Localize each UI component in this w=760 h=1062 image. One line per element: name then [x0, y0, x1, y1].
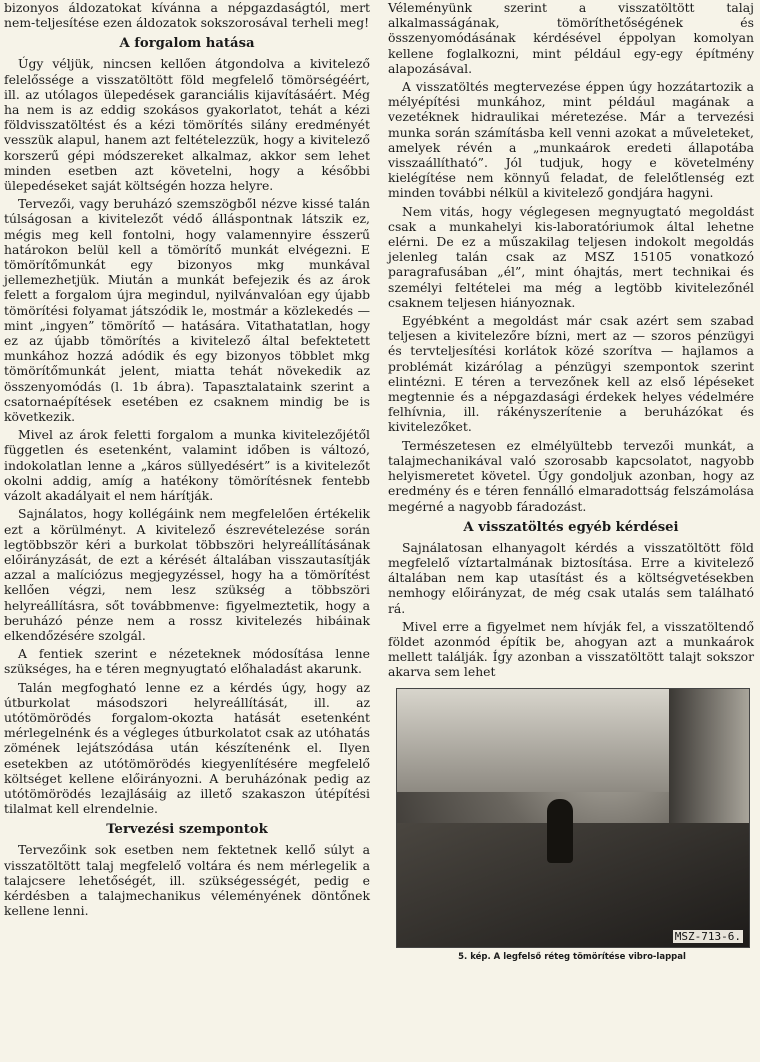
photo-trench: [397, 823, 749, 947]
paragraph: Talán megfogható lenne ez a kérdés úgy, hogy az útburkolat másodszori helyreállítását, ill. az utótömörödés forgalom-okozta hatását esetenként mérlegelnénk és a végleges útburkolatot csak az utóhatás zömének lejátszódása után készítenénk el. Ilyen esetekben az utótömörödés kiegyenlítésére megfelelő költséget kellene előirányozni. A beruházónak pedig az utótömörödés lezajlásáig az illető szakaszon útépítési tilalmat kell elrendelnie.: [4, 679, 370, 817]
paragraph: Sajnálatosan elhanyagolt kérdés a visszatöltött föld megfelelő víztartalmának biztosítása. Erre a kivitelező általában nem kap utasítást és a költségvetésekben nemhogy előirányzat, de még csak utalás sem található rá.: [388, 539, 754, 616]
paragraph: Sajnálatos, hogy kollégáink nem megfelelően értékelik ezt a körülményt. A kivitelező észrevételezése során legtöbbször kéri a burkolat többszöri helyreállításának előirányzását, de ezt a kérését általában visszautasítják azzal a malíciózus megjegyzéssel, hogy ha a tömörítést kellően végzi, nem lesz szükség a többszöri helyreállításra, sőt továbbmenve: figyelmeztetik, hogy a beruházó pénze nem a rossz kivitelezés hibáinak elkendőzésére szolgál.: [4, 506, 370, 643]
paragraph: Véleményünk szerint a visszatöltött talaj alkalmasságának, tömöríthetőségének és összenyomódásának kérdésével éppolyan komolyan kellene foglalkozni, mint például egy-egy építmény alapozásával.: [388, 0, 754, 76]
photo-stamp: MSZ-713-6.: [674, 929, 741, 943]
paragraph: Tervezői, vagy beruházó szemszögből nézve kissé talán túlságosan a kivitelezőt védő álláspontnak látszik ez, mégis meg kell fontolni, hogy valamennyire ésszerű határokon belül kell a tömörítő munkát elvégezni. E tömörítőmunkát egy bizonyos mkg munkával jellemezhetjük. Miután a munkát befejezik és az árok felett a forgalom újra megindul, nyilvánvalóan egy újabb tömörítési folyamat játszódik le, mostmár a közlekedés — mint „ingyen” tömörítő — hatására. Vitathatatlan, hogy ez az újabb tömörítés a kivitelező által befektetett munkához hozzá adódik és egy bizonyos többlet mkg tömörítőmunkát jelent, miatta tehát növekedik az összenyomódás (l. 1b ábra). Tapasztalataink szerint a csatornaépítések esetében ez csaknem mindig be is következik.: [4, 196, 370, 425]
paragraph: Nem vitás, hogy véglegesen megnyugtató megoldást csak a munkahelyi kis-laboratóriumok által lehetne elérni. De ez a műszakilag teljesen indokolt megoldás jelenleg talán csak az MSZ 15105 vonatkozó paragrafusában „él”, mint óhajtás, mert technikai és személyi feltételei ma még a legtöbb kivitelezőnél csaknem teljesen hiányoznak.: [388, 203, 754, 310]
vibro-plate-photo: [396, 688, 750, 948]
paragraph: Természetesen ez elmélyültebb tervezői munkát, a talajmechanikával való szorosabb kapcsolatot, nagyobb helyismeretet követel. Úgy gondoljuk azonban, hogy az eredmény és e téren fennálló elmaradottság felszámolása megérné a nagyobb fáradozást.: [388, 437, 754, 514]
photo-worker: [547, 799, 573, 863]
paragraph: bizonyos áldozatokat kívánna a népgazdaságtól, mert nem-teljesítése ezen áldozatok sokszorosával terheli meg!: [4, 0, 370, 31]
paragraph: A visszatöltés megtervezése éppen úgy hozzátartozik a mélyépítési munkához, mint például magának a vezetéknek hidraulikai méretezése. Már a tervezési munka során számításba kell venni azokat a műveleteket, amelyek révén a „munkaárok eredeti állapotába visszaállítható”. Jól tudjuk, hogy e követelmény kielégítése nem könnyű feladat, de felelőtlenség ezt minden további nélkül a kivitelező gondjára hagyni.: [388, 79, 754, 201]
paragraph: Egyébként a megoldást már csak azért sem szabad teljesen a kivitelezőre bízni, mert az — szoros pénzügyi és tervteljesítési korlátok közé szorítva — hajlamos a problémát kizárólag a pénzügyi szempontok szerint elintézni. E téren a tervezőnek kell az első lépéseket megtennie és a népgazdasági érdekek helyes védelmére felhívnia, ill. rákényszerítenie a beruházókat és kivitelezőket.: [388, 313, 754, 435]
paragraph: Mivel az árok feletti forgalom a munka kivitelezőjétől független és esetenként, valamint időben is változó, indokolatlan lenne a „káros süllyedésért” is a kivitelezőt okolni addig, amíg a hatékony tömörítésnek fentebb vázolt akadályait el nem hárítják.: [4, 427, 370, 504]
left-column: [4, 0, 370, 921]
paragraph: Úgy véljük, nincsen kellően átgondolva a kivitelező felelőssége a visszatöltött föld megfelelő tömörségéért, ill. az utólagos ülepedések garanciális kijavításáért. Még ha nem is az eddig szokásos gyakorlatot, tehát a kézi földvisszatöltést és a kézi tömörítés silány eredményét vesszük alapul, hanem azt feltételezzük, hogy a kivitelező korszerű gépi módszereket alkalmaz, akkor sem lehet minden esetben azt követelni, hogy a későbbi ülepedéseket saját költségén hozza helyre.: [4, 56, 370, 194]
paragraph: Mivel erre a figyelmet nem hívják fel, a visszatöltendő földet azonmód építik be, ahogyan azt a munkaárok mellett találják. Így azonban a visszatöltött talajt sokszor akarva sem lehet: [388, 618, 754, 680]
section-heading-design: Tervezési szempontok: [106, 822, 268, 838]
right-column: [388, 0, 754, 962]
paragraph: Tervezőink sok esetben nem fektetnek kellő súlyt a visszatöltött talaj megfelelő voltára és nem mérlegelik a talajcsere lehetőségét, ill. szükségességét, pedig e kérdésben a talajmechanikus véleményének döntőnek kellene lenni.: [4, 842, 370, 919]
section-heading-backfill: A visszatöltés egyéb kérdései: [463, 519, 679, 535]
section-heading-traffic: A forgalom hatása: [119, 36, 255, 52]
photo-caption: 5. kép. A legfelső réteg tömörítése vibro-lappal: [458, 951, 686, 962]
paragraph: A fentiek szerint e nézeteknek módosítása lenne szükséges, ha e téren megnyugtató előhaladást akarunk.: [4, 646, 370, 677]
